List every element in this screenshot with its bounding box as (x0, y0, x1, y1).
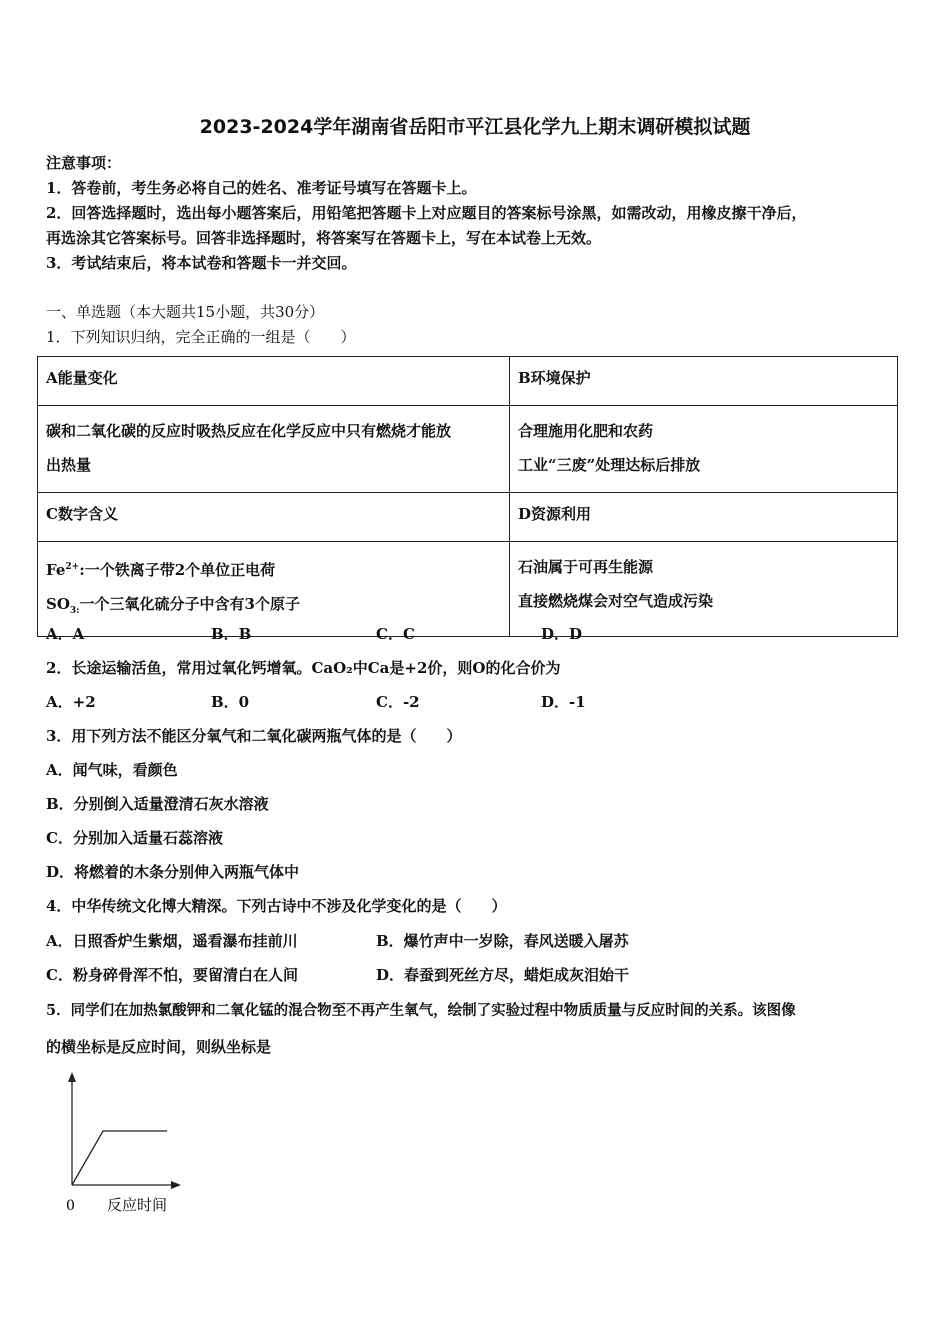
cell-d-head: D资源利用 (510, 493, 898, 542)
question-3-stem: 3．用下列方法不能区分氧气和二氧化碳两瓶气体的是（ ） (46, 727, 462, 745)
knowledge-table (37, 356, 898, 637)
option-c[interactable]: C．-2 (376, 693, 420, 711)
cell-text: 出热量 (46, 456, 92, 474)
formula-charge: 2+ (65, 562, 80, 572)
formula-fe: Fe (46, 561, 66, 579)
cell-b-body (510, 406, 898, 493)
option-c[interactable]: C．粉身碎骨浑不怕，要留清白在人间 (46, 966, 298, 984)
notice-item: 2．回答选择题时，选出每小题答案后，用铅笔把答题卡上对应题目的答案标号涂黑，如需改动，用橡皮擦干净后， (46, 204, 807, 222)
origin-label: 0 (66, 1198, 75, 1214)
notice-item: 1．答卷前，考生务必将自己的姓名、准考证号填写在答题卡上。 (46, 179, 477, 197)
question-4-options-row2 (46, 964, 746, 984)
notice-item: 再选涂其它答案标号。回答非选择题时，将答案写在答题卡上，写在本试卷上无效。 (46, 229, 602, 247)
option-d[interactable]: D．将燃着的木条分别伸入两瓶气体中 (46, 863, 300, 881)
formula-desc: :一个铁离子带2个单位正电荷 (79, 561, 276, 579)
mass-curve (72, 1131, 167, 1185)
section-heading: 一、单选题（本大题共15小题，共30分） (46, 303, 325, 321)
question-1-stem: 1．下列知识归纳，完全正确的一组是（ ） (46, 328, 356, 346)
notice-heading: 注意事项： (46, 154, 122, 172)
cell-text: 碳和二氧化碳的反应时吸热反应在化学反应中只有燃烧才能放 (46, 422, 452, 440)
formula-so3: SO (46, 595, 70, 613)
notice-item: 3．考试结束后，将本试卷和答题卡一并交回。 (46, 254, 357, 272)
cell-text: 工业“三废”处理达标后排放 (518, 456, 701, 474)
option-b[interactable]: B．B (211, 625, 252, 643)
cell-text: 直接燃烧煤会对空气造成污染 (518, 592, 714, 610)
formula-subscript: 3: (69, 606, 80, 616)
y-axis-arrow-icon (68, 1072, 76, 1082)
option-d[interactable]: D．春蚕到死丝方尽，蜡炬成灰泪始干 (376, 966, 630, 984)
mass-time-graph (55, 1068, 195, 1218)
option-a[interactable]: A．A (46, 625, 85, 643)
option-d[interactable]: D．D (541, 625, 583, 643)
x-axis-label: 反应时间 (107, 1196, 168, 1214)
question-1-options (46, 623, 746, 643)
question-5-stem-cont: 的横坐标是反应时间，则纵坐标是 (46, 1038, 272, 1056)
option-a[interactable]: A．闻气味，看颜色 (46, 761, 178, 779)
cell-b-head: B环境保护 (510, 357, 898, 406)
x-axis-arrow-icon (171, 1181, 181, 1189)
option-a[interactable]: A．+2 (46, 693, 96, 711)
cell-a-head: A能量变化 (38, 357, 510, 406)
cell-text (46, 587, 501, 628)
cell-a-body (38, 406, 510, 493)
option-a[interactable]: A．日照香炉生紫烟，遥看瀑布挂前川 (46, 932, 298, 950)
question-4-options-row1 (46, 930, 746, 950)
cell-c-head: C数字含义 (38, 493, 510, 542)
option-b[interactable]: B．爆竹声中一岁除，春风送暖入屠苏 (376, 932, 629, 950)
cell-text: 石油属于可再生能源 (518, 558, 654, 576)
option-c[interactable]: C．分别加入适量石蕊溶液 (46, 829, 223, 847)
question-2-options (46, 691, 746, 711)
cell-text: 合理施用化肥和农药 (518, 422, 654, 440)
formula-desc: 一个三氧化硫分子中含有3个原子 (79, 595, 300, 613)
question-4-stem: 4．中华传统文化博大精深。下列古诗中不涉及化学变化的是（ ） (46, 897, 507, 915)
page-title: 2023-2024学年湖南省岳阳市平江县化学九上期末调研模拟试题 (199, 116, 751, 138)
cell-text (46, 550, 501, 587)
option-b[interactable]: B．分别倒入适量澄清石灰水溶液 (46, 795, 269, 813)
option-d[interactable]: D．-1 (541, 693, 586, 711)
option-b[interactable]: B．0 (211, 693, 250, 711)
question-2-stem: 2．长途运输活鱼，常用过氧化钙增氧。CaO₂中Ca是+2价，则O的化合价为 (46, 659, 561, 677)
question-5-stem: 5．同学们在加热氯酸钾和二氧化锰的混合物至不再产生氧气，绘制了实验过程中物质质量与反应时间的关系。该图像 (46, 1002, 796, 1019)
option-c[interactable]: C．C (376, 625, 415, 643)
